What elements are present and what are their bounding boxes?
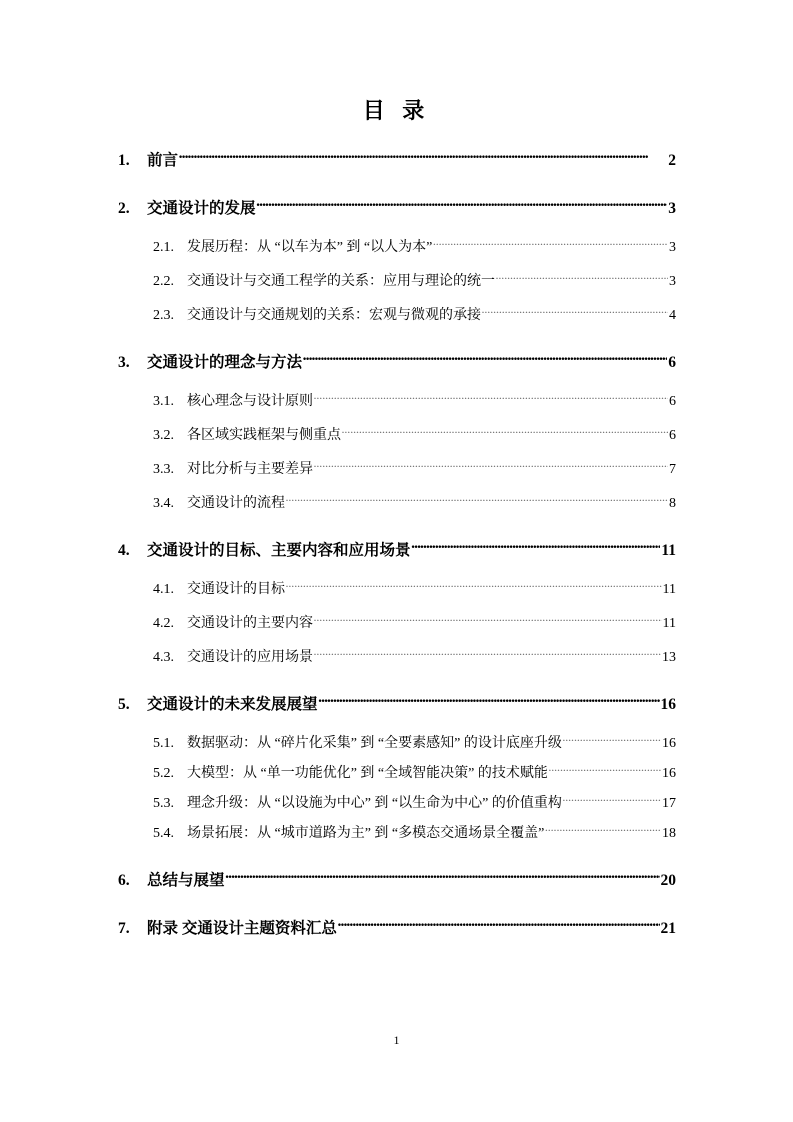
toc-entry-title: 交通设计的目标、主要内容和应用场景: [147, 542, 411, 559]
toc-entry-title: 总结与展望: [147, 872, 225, 889]
toc-leader-dots: [544, 820, 661, 840]
toc-entry-level-2[interactable]: [153, 823, 676, 844]
toc-entry-number: 3.2.: [153, 428, 174, 443]
toc-entry-level-1[interactable]: [118, 198, 676, 220]
toc-leader-dots: [562, 730, 661, 750]
toc-leader-dots: [178, 147, 667, 169]
toc-entry-title: 交通设计与交通工程学的关系：应用与理论的统一: [187, 274, 495, 289]
toc-entry-page-number: 11: [662, 582, 676, 597]
toc-entry-title: 前言: [147, 152, 179, 169]
toc-entry-number: 5.2.: [153, 766, 174, 781]
toc-entry-number: 2.2.: [153, 274, 174, 289]
toc-entry-level-1[interactable]: [118, 352, 676, 374]
toc-entry-page-number: 11: [662, 616, 676, 631]
toc-entry-title: 交通设计的未来发展展望: [147, 696, 318, 713]
toc-leader-dots: [337, 915, 660, 937]
toc-entry-level-2[interactable]: [153, 793, 676, 814]
toc-entry-number: 6.: [118, 872, 130, 889]
toc-leader-dots: [285, 576, 662, 596]
toc-entry-level-2[interactable]: [153, 763, 676, 784]
toc-entry-number: 4.: [118, 542, 130, 559]
toc-entry-level-2[interactable]: [153, 237, 676, 258]
toc-entry-page-number: 6: [668, 354, 676, 371]
toc-entry-title: 交通设计的目标: [187, 582, 285, 597]
toc-entry-level-1[interactable]: [118, 918, 676, 940]
toc-entry-level-2[interactable]: [153, 391, 676, 412]
toc-entry-number: 3.: [118, 354, 130, 371]
toc-leader-dots: [318, 691, 660, 713]
toc-entry-title: 交通设计的主要内容: [187, 616, 313, 631]
toc-entry-number: 2.: [118, 200, 130, 217]
toc-entry-level-2[interactable]: [153, 647, 676, 668]
toc-entry-title: 各区域实践框架与侧重点: [187, 428, 341, 443]
toc-entry-title: 附录 交通设计主题资料汇总: [147, 920, 337, 937]
toc-entry-number: 4.3.: [153, 650, 174, 665]
toc-entry-title: 交通设计的应用场景: [187, 650, 313, 665]
toc-leader-dots: [313, 644, 661, 664]
toc-leader-dots: [341, 422, 668, 442]
toc-entry-level-1[interactable]: [118, 150, 676, 172]
toc-entry-title: 大模型：从 “单一功能优化” 到 “全域智能决策” 的技术赋能: [187, 766, 548, 781]
toc-entry-number: 3.4.: [153, 496, 174, 511]
toc-entry-level-1[interactable]: [118, 540, 676, 562]
toc-leader-dots: [495, 268, 668, 288]
toc-leader-dots: [562, 790, 661, 810]
toc-entry-number: 5.3.: [153, 796, 174, 811]
toc-entry-level-2[interactable]: [153, 305, 676, 326]
toc-entry-title: 理念升级：从 “以设施为中心” 到 “以生命为中心” 的价值重构: [187, 796, 562, 811]
toc-entry-title: 交通设计与交通规划的关系：宏观与微观的承接: [187, 308, 481, 323]
toc-entry-number: 7.: [118, 920, 130, 937]
toc-entry-page-number: 6: [669, 428, 676, 443]
toc-entry-level-2[interactable]: [153, 613, 676, 634]
toc-entry-number: 5.: [118, 696, 130, 713]
toc-entry-page-number: 16: [660, 696, 676, 713]
toc-entry-number: 3.3.: [153, 462, 174, 477]
toc-entry-title: 核心理念与设计原则: [187, 394, 313, 409]
footer-page-number: 1: [393, 1033, 400, 1047]
toc-entry-title: 发展历程：从 “以车为本” 到 “以人为本”: [187, 240, 433, 255]
toc-entry-page-number: 7: [669, 462, 676, 477]
toc-leader-dots: [313, 456, 668, 476]
toc-leader-dots: [302, 349, 667, 371]
toc-leader-dots: [548, 760, 661, 780]
toc-leader-dots: [285, 490, 668, 510]
toc-entry-page-number: 16: [662, 766, 676, 781]
toc-entry-page-number: 3: [669, 240, 676, 255]
toc-leader-dots: [481, 302, 668, 322]
toc-entry-page-number: 11: [661, 542, 676, 559]
toc-entry-title: 交通设计的流程: [187, 496, 285, 511]
toc-entry-number: 1.: [118, 152, 130, 169]
toc-entry-number: 2.3.: [153, 308, 174, 323]
toc-entry-title: 数据驱动：从 “碎片化采集” 到 “全要素感知” 的设计底座升级: [187, 736, 562, 751]
toc-entry-level-1[interactable]: [118, 694, 676, 716]
toc-leader-dots: [313, 610, 662, 630]
toc-entry-page-number: 21: [660, 920, 676, 937]
toc-entry-level-2[interactable]: [153, 733, 676, 754]
toc-entry-number: 5.1.: [153, 736, 174, 751]
toc-entry-page-number: 3: [668, 200, 676, 217]
toc-entry-page-number: 3: [669, 274, 676, 289]
toc-entry-page-number: 2: [668, 152, 676, 169]
toc-entry-page-number: 8: [669, 496, 676, 511]
toc-entry-page-number: 16: [662, 736, 676, 751]
toc-entry-number: 3.1.: [153, 394, 174, 409]
toc-entry-level-1[interactable]: [118, 870, 676, 892]
toc-entry-page-number: 18: [662, 826, 676, 841]
toc-leader-dots: [411, 537, 661, 559]
toc-entry-number: 5.4.: [153, 826, 174, 841]
page-title: 目 录: [362, 98, 431, 123]
toc-entry-level-2[interactable]: [153, 579, 676, 600]
toc-entry-number: 4.2.: [153, 616, 174, 631]
toc-leader-dots: [313, 388, 668, 408]
toc-entry-level-2[interactable]: [153, 459, 676, 480]
toc-entry-number: 2.1.: [153, 240, 174, 255]
toc-entry-page-number: 20: [660, 872, 676, 889]
table-of-contents: [118, 150, 676, 940]
toc-entry-page-number: 13: [662, 650, 676, 665]
toc-entry-level-2[interactable]: [153, 425, 676, 446]
toc-leader-dots: [256, 195, 668, 217]
toc-entry-level-2[interactable]: [153, 493, 676, 514]
toc-leader-dots: [432, 234, 668, 254]
toc-entry-title: 交通设计的发展: [147, 200, 256, 217]
toc-entry-page-number: 4: [669, 308, 676, 323]
toc-entry-page-number: 6: [669, 394, 676, 409]
toc-entry-title: 对比分析与主要差异: [187, 462, 313, 477]
toc-entry-number: 4.1.: [153, 582, 174, 597]
toc-leader-dots: [225, 867, 660, 889]
toc-entry-page-number: 17: [662, 796, 676, 811]
toc-entry-title: 交通设计的理念与方法: [147, 354, 303, 371]
toc-entry-title: 场景拓展：从 “城市道路为主” 到 “多模态交通场景全覆盖”: [187, 826, 545, 841]
toc-entry-level-2[interactable]: [153, 271, 676, 292]
